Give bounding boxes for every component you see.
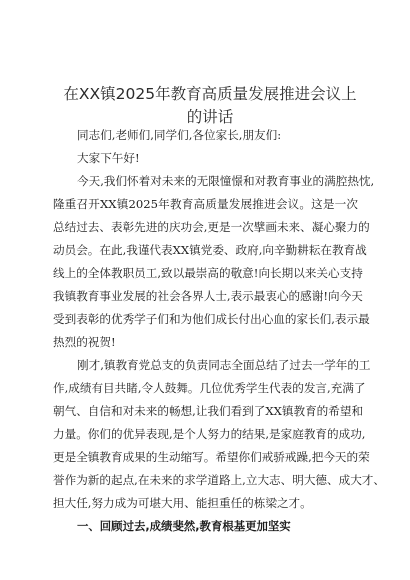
- paragraph-1-line: 动员会。在此,我谨代表XX镇党委、政府,向辛勤耕耘在教育战: [53, 243, 367, 257]
- document-title-line-1: 在XX镇2025年教育高质量发展推进会议上: [63, 85, 357, 103]
- paragraph-1-line: 受到表彰的优秀学子们和为他们成长付出心血的家长们,表示最: [53, 312, 370, 326]
- paragraph-1-line: 今天,我们怀着对未来的无限憧憬和对教育事业的满腔热忱,: [77, 174, 375, 188]
- document-title-line-2: 的讲话: [186, 108, 234, 126]
- paragraph-2-line: 力量。你们的优异表现,是个人努力的结果,是家庭教育的成功,: [53, 427, 366, 441]
- section-heading: 一、回顾过去,成绩斐然,教育根基更加坚实: [77, 519, 291, 533]
- paragraph-2-line: 刚才,镇教育党总支的负责同志全面总结了过去一学年的工: [77, 358, 371, 372]
- paragraph-1-line: 总结过去、表彰先进的庆功会,更是一次擘画未来、凝心聚力的: [53, 220, 370, 234]
- paragraph-1-line: 线上的全体教职员工,致以最崇高的敬意!向长期以来关心支持: [53, 266, 363, 280]
- salutation: 同志们,老师们,同学们,各位家长,朋友们:: [77, 128, 282, 142]
- paragraph-2-line: 更是全镇教育成果的生动缩写。希望你们戒骄戒躁,把今天的荣: [53, 450, 370, 464]
- paragraph-2-line: 誉作为新的起点,在未来的求学道路上,立大志、明大德、成大才、: [53, 473, 385, 487]
- paragraph-1-line: 我镇教育事业发展的社会各界人士,表示最衷心的感谢!向今天: [53, 289, 363, 303]
- paragraph-1-line: 隆重召开XX镇2025年教育高质量发展推进会议。这是一次: [53, 197, 358, 211]
- paragraph-2-line: 作,成绩有目共睹,令人鼓舞。几位优秀学生代表的发言,充满了: [53, 381, 366, 395]
- paragraph-2-line: 担大任,努力成为可堪大用、能担重任的栋梁之才。: [53, 496, 312, 510]
- paragraph-2-line: 朝气、自信和对未来的畅想,让我们看到了XX镇教育的希望和: [53, 404, 364, 418]
- greeting: 大家下午好!: [77, 151, 140, 165]
- paragraph-1-line: 热烈的祝贺!: [53, 335, 116, 349]
